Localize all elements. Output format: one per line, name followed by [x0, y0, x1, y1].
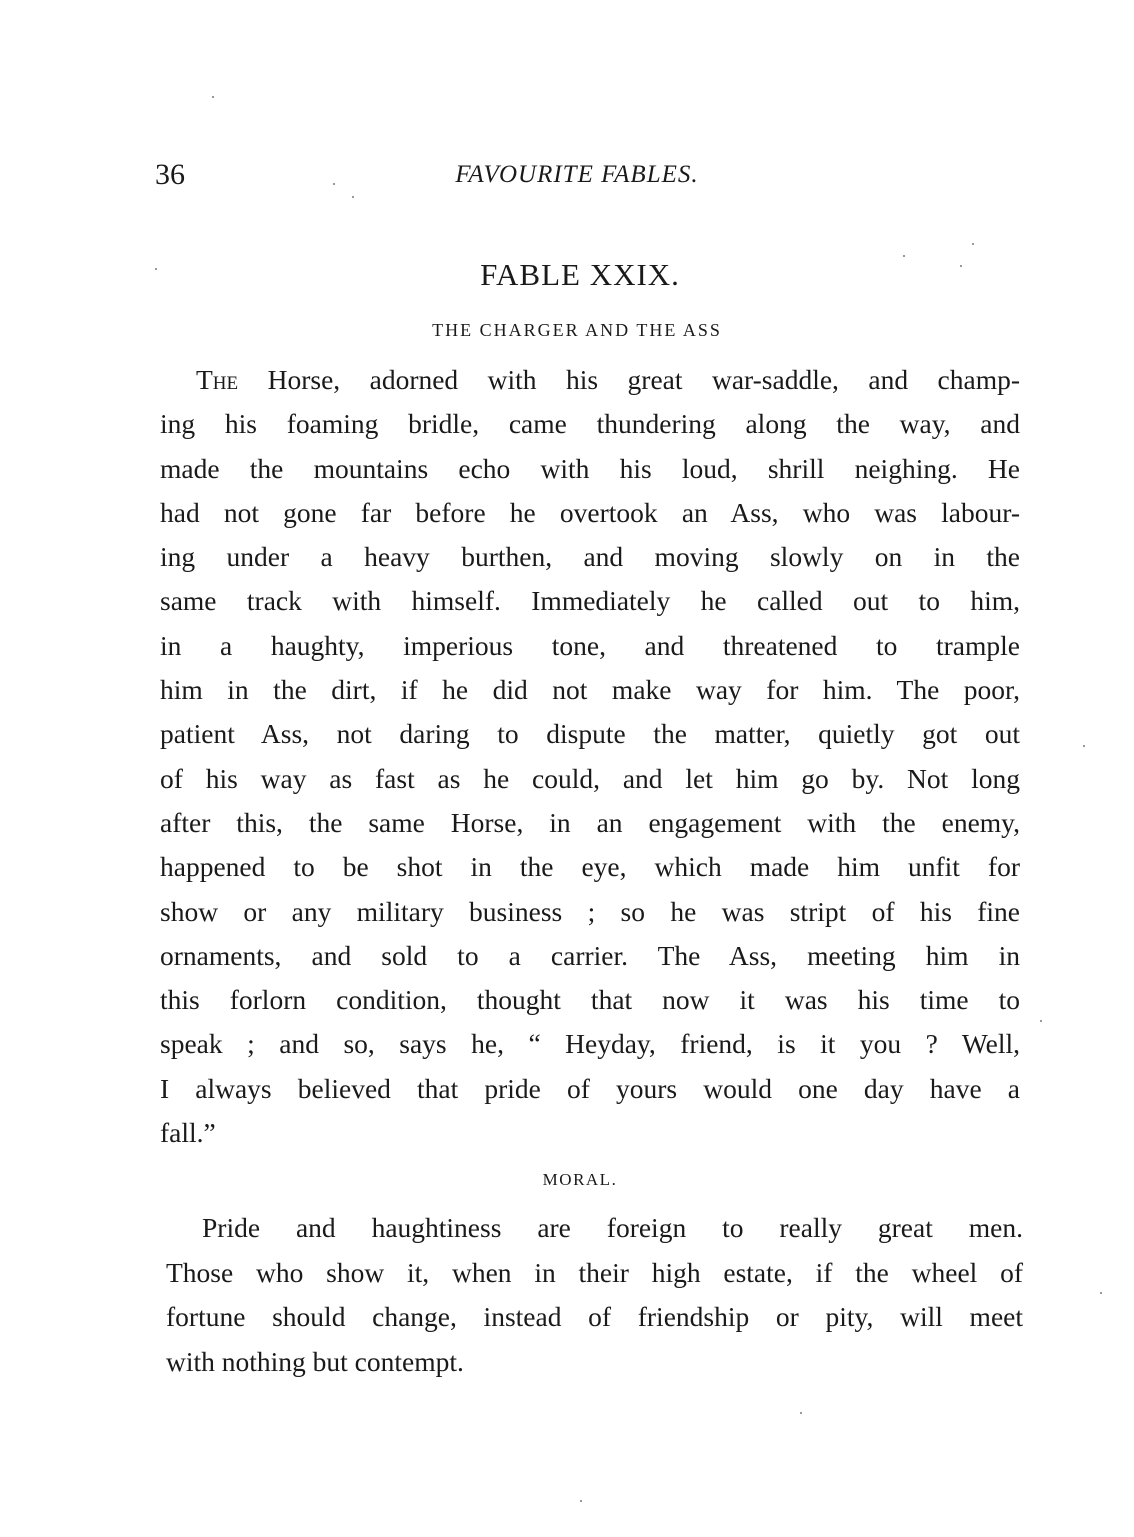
body-line: made the mountains echo with his loud, shrill neighing. He	[160, 452, 1020, 484]
moral-body	[166, 1206, 1023, 1384]
moral-line: Those who show it, when in their high estate, if the wheel of	[166, 1256, 1023, 1288]
print-speck	[903, 255, 905, 257]
body-line: in a haughty, imperious tone, and threatened to trample	[160, 629, 1020, 661]
print-speck	[1040, 1020, 1042, 1022]
body-line: show or any military business ; so he was stript of his fine	[160, 895, 1020, 927]
print-speck	[960, 265, 962, 267]
print-speck	[1100, 1292, 1102, 1294]
body-line: this forlorn condition, thought that now it was his time to	[160, 984, 1020, 1016]
print-speck	[212, 96, 214, 98]
page-number: 36	[155, 158, 185, 191]
body-line: ing under a heavy burthen, and moving slowly on in the	[160, 541, 1020, 573]
print-speck	[800, 1412, 802, 1414]
moral-heading: MORAL.	[542, 1170, 618, 1189]
print-speck	[1083, 745, 1085, 747]
body-line: I always believed that pride of yours would one day have a	[160, 1072, 1020, 1104]
print-speck	[580, 1500, 582, 1502]
body-line: The Horse, adorned with his great war-saddle, and champ-	[196, 364, 1020, 395]
print-speck	[972, 243, 974, 245]
fable-number: FABLE XXIX.	[480, 257, 680, 292]
moral-line: fortune should change, instead of friendship or pity, will meet	[166, 1301, 1023, 1332]
body-line: of his way as fast as he could, and let him go by. Not long	[160, 762, 1020, 794]
print-speck	[333, 183, 335, 185]
body-line: had not gone far before he overtook an Ass, who was labour-	[160, 496, 1020, 528]
body-line: him in the dirt, if he did not make way for him. The poor,	[160, 674, 1020, 706]
running-head: FAVOURITE FABLES.	[455, 161, 699, 188]
body-line: speak ; and so, says he, “ Heyday, friend, is it you ? Well,	[160, 1028, 1020, 1060]
body-line: happened to be shot in the eye, which made him unfit for	[160, 851, 1020, 883]
print-speck	[352, 196, 354, 198]
body-line: ornaments, and sold to a carrier. The Ass, meeting him in	[160, 939, 1020, 971]
opening-word: The	[196, 364, 239, 395]
fable-title: THE CHARGER AND THE ASS	[432, 320, 722, 340]
body-line: same track with himself. Immediately he called out to him,	[160, 585, 1020, 617]
moral-line: Pride and haughtiness are foreign to really great men.	[202, 1212, 1023, 1243]
fable-body	[160, 358, 1020, 1155]
body-line: after this, the same Horse, in an engagement with the enemy,	[160, 806, 1020, 838]
body-line: ing his foaming bridle, came thundering along the way, and	[160, 408, 1020, 440]
print-speck	[155, 268, 157, 270]
body-line: fall.”	[160, 1117, 216, 1149]
moral-line: with nothing but contempt.	[166, 1345, 464, 1377]
body-line: patient Ass, not daring to dispute the matter, quietly got out	[160, 718, 1020, 750]
